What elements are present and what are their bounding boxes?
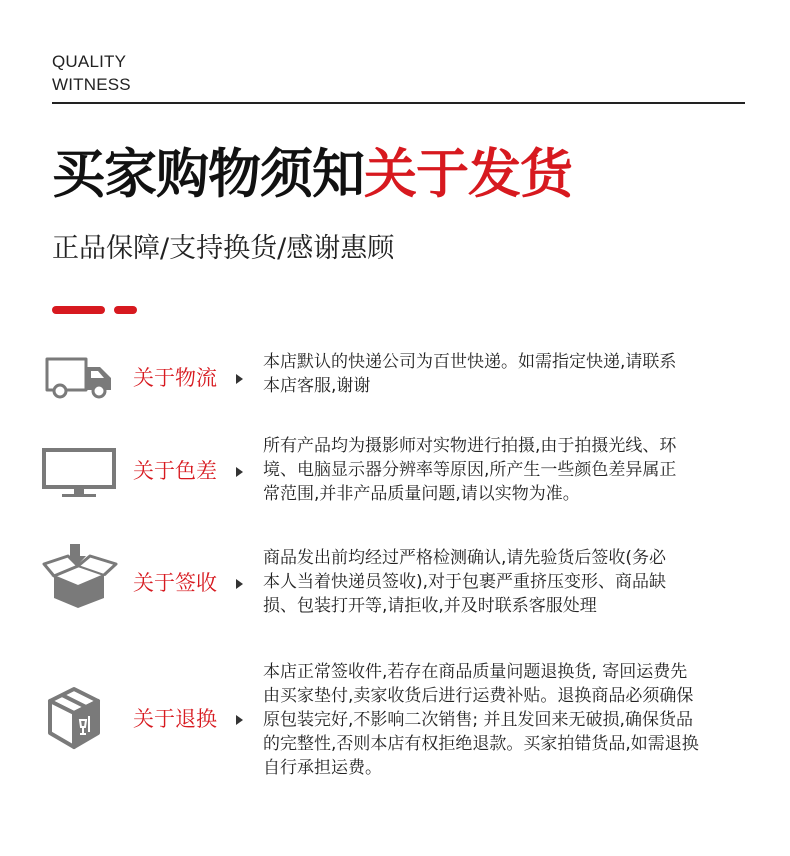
- brand-line-1: QUALITY: [52, 52, 127, 71]
- monitor-icon: [40, 446, 120, 500]
- section-description: 本店默认的快递公司为百世快递。如需指定快递,请联系 本店客服,谢谢: [263, 352, 677, 396]
- section-label: 关于签收: [133, 571, 217, 595]
- truck-icon: [40, 352, 120, 402]
- page-subtitle: 正品保障/支持换货/感谢惠顾: [52, 233, 395, 264]
- accent-bar-long: [52, 306, 105, 314]
- section-label: 关于色差: [133, 459, 217, 483]
- brand-line-2: WITNESS: [52, 75, 131, 94]
- arrow-right-icon: [236, 579, 243, 589]
- title-main: 买家购物须知: [52, 144, 364, 205]
- section-label: 关于物流: [133, 366, 217, 390]
- page-title: [52, 138, 572, 212]
- brand-mark: [52, 50, 131, 96]
- title-highlight: 关于发货: [364, 144, 572, 205]
- section-description: 商品发出前均经过严格检测确认,请先验货后签收(务必 本人当着快递员签收),对于包裹严重挤压变形、商品缺 损、包装打开等,请拒收,并及时联系客服处理: [263, 548, 667, 616]
- header-divider: [52, 102, 745, 104]
- package-icon: [40, 684, 120, 754]
- section-label: 关于退换: [133, 707, 217, 731]
- arrow-right-icon: [236, 715, 243, 725]
- open-box-icon: [40, 542, 120, 610]
- arrow-right-icon: [236, 467, 243, 477]
- section-description: 本店正常签收件,若存在商品质量问题退换货, 寄回运费先 由买家垫付,卖家收货后进行运费补贴。退换商品必须确保 原包装完好,不影响二次销售; 并且发回来无破损,确保货品 的完整性,否则本店有权拒绝退款。买家拍错货品,如需退换 自行承担运费。: [263, 662, 699, 778]
- section-description: 所有产品均为摄影师对实物进行拍摄,由于拍摄光线、环 境、电脑显示器分辨率等原因,所产生一些颜色差异属正 常范围,并非产品质量问题,请以实物为准。: [263, 436, 677, 504]
- arrow-right-icon: [236, 374, 243, 384]
- accent-bar-short: [114, 306, 137, 314]
